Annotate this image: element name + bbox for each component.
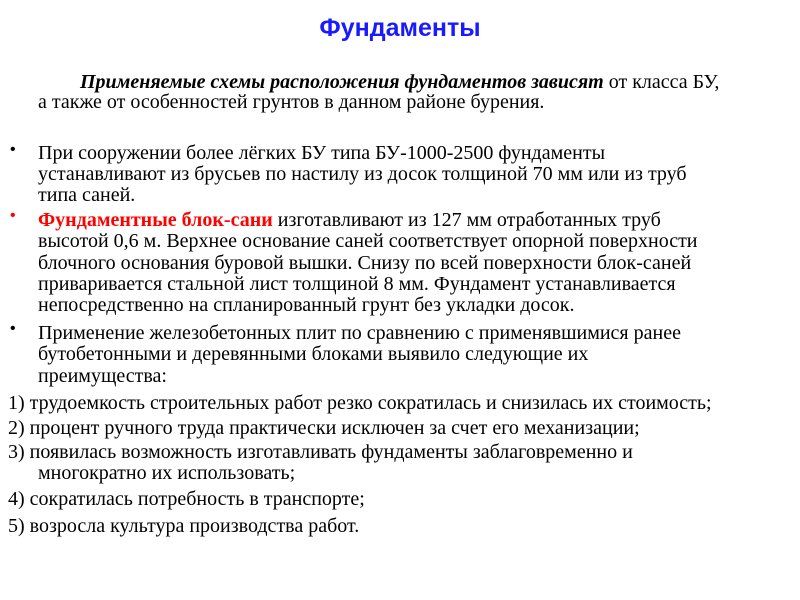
advantage-item: 1) трудоемкость строительных работ резко сократилась и снизилась их стоимость; <box>8 392 712 414</box>
advantage-item: 4) сократилась потребность в транспорте; <box>8 488 365 510</box>
intro-line-2: а также от особенностей грунтов в данном районе бурения. <box>38 91 545 113</box>
bullet-1-line: устанавливают из брусьев по настилу из досок толщиной 70 мм или из труб <box>38 163 687 185</box>
bullet-2-line: приваривается стальной лист толщиной 8 мм. Фундамент устанавливается <box>38 273 676 295</box>
advantage-item-continued: многократно их использовать; <box>38 462 296 484</box>
bullet-2-rest: изготавливают из 127 мм отработанных труб <box>272 209 661 231</box>
intro-emphasis: Применяемые схемы расположения фундаментов зависят <box>80 71 604 93</box>
bullet-2-line-1 <box>38 209 661 231</box>
bullet-3-line: бутобетонными и деревянными блоками выявило следующие их <box>38 343 589 365</box>
highlight-term: Фундаментные блок-сани <box>38 209 273 231</box>
bullet-3-line: Применение железобетонных плит по сравнению с применявшимися ранее <box>38 322 681 344</box>
intro-line-1 <box>80 71 719 93</box>
bullet-1-line: типа саней. <box>38 184 136 206</box>
advantage-item: 5) возросла культура производства работ. <box>8 515 360 537</box>
bullet-1-line: При сооружении более лёгких БУ типа БУ-1000-2500 фундаменты <box>38 142 606 164</box>
bullet-2-line: непосредственно на спланированный грунт без укладки досок. <box>38 294 575 316</box>
intro-rest: от класса БУ, <box>603 71 720 93</box>
advantage-item: 2) процент ручного труда практически исключен за счет его механизации; <box>8 417 640 439</box>
slide-title: Фундаменты <box>319 14 481 42</box>
advantage-item: 3) появилась возможность изготавливать фундаменты заблаговременно и <box>8 441 633 463</box>
bullet-icon: • <box>10 207 16 224</box>
bullet-icon: • <box>10 141 16 158</box>
bullet-icon: • <box>10 320 16 337</box>
bullet-2-line: блочного основания буровой вышки. Снизу по всей поверхности блок-саней <box>38 252 692 274</box>
bullet-2-line: высотой 0,6 м. Верхнее основание саней соответствует опорной поверхности <box>38 230 698 252</box>
bullet-3-line: преимущества: <box>38 365 167 387</box>
